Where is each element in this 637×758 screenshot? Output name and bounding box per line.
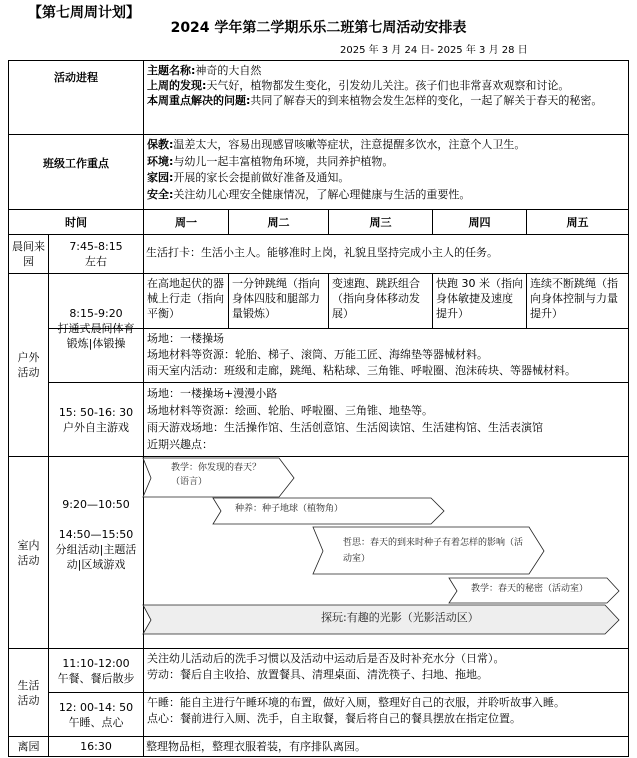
theme-label: 主题名称: — [147, 64, 196, 77]
col-fri: 周五 — [566, 215, 589, 229]
safety-label: 安全: — [147, 187, 174, 201]
outdoor-time-range: 8:15-9:20 — [69, 306, 123, 320]
col-tue: 周二 — [267, 215, 290, 229]
outdoor-tue: 一分钟跳绳（指向身体四肢和腿部力量锻炼） — [232, 277, 320, 320]
progress-content — [144, 61, 628, 134]
activity-1-text: 教学：你发现的春天？（语言） — [171, 463, 262, 487]
free-play-rain-plan: 雨天游戏场地：生活操作馆、生活创意馆、生活阅读馆、生活建构馆、生活表演馆 — [147, 421, 543, 434]
leave-section: 离园 — [17, 740, 40, 753]
morning-section: 晨间来园 — [12, 240, 45, 268]
nap-content — [144, 693, 628, 736]
indoor-activity-1 — [143, 458, 295, 498]
home-label: 家园: — [147, 171, 174, 184]
focus-label: 班级工作重点 — [43, 156, 109, 170]
problem-value: 共同了解春天的到来植物会发生怎样的变化，一起了解关于春天的秘密。 — [250, 94, 603, 107]
lunch-label: 午餐、餐后散步 — [57, 671, 135, 685]
snack-note: 点心：餐前进行入厕、洗手，自主取餐，餐后将自己的餐具摆放在指定位置。 — [147, 712, 521, 725]
free-play-venue: 场地：一楼操场+漫漫小路 — [147, 387, 278, 400]
nap-note: 午睡：能自主进行午睡环境的布置，做好入厕，整理好自己的衣服，并聆听故事入睡。 — [147, 696, 565, 709]
activity-5-text: 探玩:有趣的光影（光影活动区） — [321, 611, 479, 624]
discovery-value: 天气好，植物都发生变化，引发幼儿关注。孩子们也非常喜欢观察和讨论。 — [206, 79, 570, 92]
free-play-resources — [144, 383, 628, 456]
date-range: 2025 年 3 月 24 日- 2025 年 3 月 28 日 — [340, 45, 528, 56]
nap-time — [49, 693, 143, 736]
indoor-time-am: 9:20—10:50 — [62, 498, 130, 511]
indoor-activity-2 — [213, 498, 445, 525]
activity-2-text: 种养：种子地球（植物角） — [235, 504, 344, 514]
activity-4-text: 教学：春天的秘密（活动室） — [471, 584, 589, 594]
free-play-label: 户外自主游戏 — [63, 420, 129, 434]
interest-points: 近期兴趣点： — [147, 438, 213, 451]
indoor-time — [49, 457, 143, 648]
theme-value: 神奇的大自然 — [195, 64, 262, 77]
outdoor-wed: 变速跑、跳跃组合（指向身体移动发展） — [332, 277, 420, 320]
leave-time: 16:30 — [80, 740, 112, 753]
problem-label: 本周重点解决的问题: — [147, 94, 251, 107]
morning-time — [49, 235, 143, 273]
activity-3-text: 哲思：春天的到来时种子有着怎样的影响（活动室） — [343, 538, 524, 564]
leave-content: 整理物品柜，整理衣服着装，有序排队离园。 — [146, 740, 366, 753]
outdoor-mon: 在高地起伏的器械上行走（指向平衡） — [147, 277, 224, 320]
outdoor-free-time — [49, 383, 143, 456]
morning-content: 生活打卡：生活小主人。能够准时上岗，礼貌且坚持完成小主人的任务。 — [146, 246, 498, 259]
lunch-note: 关注幼儿活动后的洗手习惯以及活动中运动后是否及时补充水分（日常）。 — [147, 652, 505, 665]
indoor-activity-types: 分组活动|主题活动|区域游戏 — [55, 543, 137, 571]
col-time: 时间 — [65, 215, 87, 229]
labor-note: 劳动：餐后自主收拾、放置餐具、清理桌面、清洗筷子、扫地、拖地。 — [147, 668, 488, 681]
outdoor-thu: 快跑 30 米（指向身体敏捷及速度提升） — [436, 277, 523, 320]
discovery-label: 上周的发现: — [147, 79, 207, 92]
indoor-activity-3 — [313, 527, 545, 575]
env-label: 环境: — [147, 154, 174, 168]
lunch-time-range: 11:10-12:00 — [62, 656, 130, 670]
outdoor-resources — [144, 329, 628, 382]
morning-time-note: 左右 — [85, 255, 107, 268]
care-label: 保教: — [147, 138, 174, 151]
col-mon: 周一 — [175, 215, 197, 229]
nap-time-range: 12: 00-14: 50 — [58, 700, 134, 714]
safety-value: 关注幼儿心理安全健康情况，了解心理健康与生活的重要性。 — [173, 187, 471, 201]
outdoor-time-note: 打通式晨间体育锻炼|体锻操 — [57, 321, 135, 350]
life-section: 生活活动 — [17, 678, 40, 707]
home-value: 开展的家长会提前做好准备及通知。 — [173, 171, 350, 184]
morning-time-range: 7:45-8:15 — [69, 240, 123, 253]
free-play-time-range: 15: 50-16: 30 — [58, 405, 134, 419]
outdoor-fri: 连续不断跳绳（指向身体控制与力量提升） — [530, 277, 618, 320]
outdoor-venue: 场地：一楼操场 — [147, 332, 224, 345]
outdoor-rain-plan: 雨天室内活动：班级和走廊，跳绳、粘粘球、三角锥、呼啦圈、泡沫砖块、等器械材料。 — [147, 364, 576, 377]
col-wed: 周三 — [369, 215, 392, 229]
col-thu: 周四 — [468, 215, 491, 229]
lunch-time — [49, 649, 143, 692]
indoor-time-pm: 14:50—15:50 — [58, 528, 134, 541]
outdoor-materials: 场地材料等资源：轮胎、梯子、滚筒、万能工匠、海绵垫等器械材料。 — [147, 348, 488, 361]
free-play-materials: 场地材料等资源：绘画、轮胎、呼啦圈、三角锥、地垫等。 — [147, 404, 433, 417]
progress-label: 活动进程 — [54, 70, 98, 84]
nap-label: 午睡、点心 — [68, 715, 124, 729]
indoor-activity-5 — [143, 605, 620, 635]
week-plan-label: 【第七周周计划】 — [28, 5, 140, 21]
env-value: 与幼儿一起丰富植物角环境，共同养护植物。 — [173, 154, 394, 168]
indoor-activity-4 — [449, 578, 620, 604]
focus-content — [144, 135, 628, 209]
care-value: 温差太大，容易出现感冒咳嗽等症状，注意提醒多饮水，注意个人卫生。 — [173, 138, 526, 151]
indoor-section: 室内活动 — [17, 538, 40, 567]
outdoor-section: 户外活动 — [17, 351, 40, 379]
outdoor-morning-time — [49, 274, 143, 382]
page-title: 2024 学年第二学期乐乐二班第七周活动安排表 — [170, 20, 467, 36]
lunch-content — [144, 649, 628, 692]
